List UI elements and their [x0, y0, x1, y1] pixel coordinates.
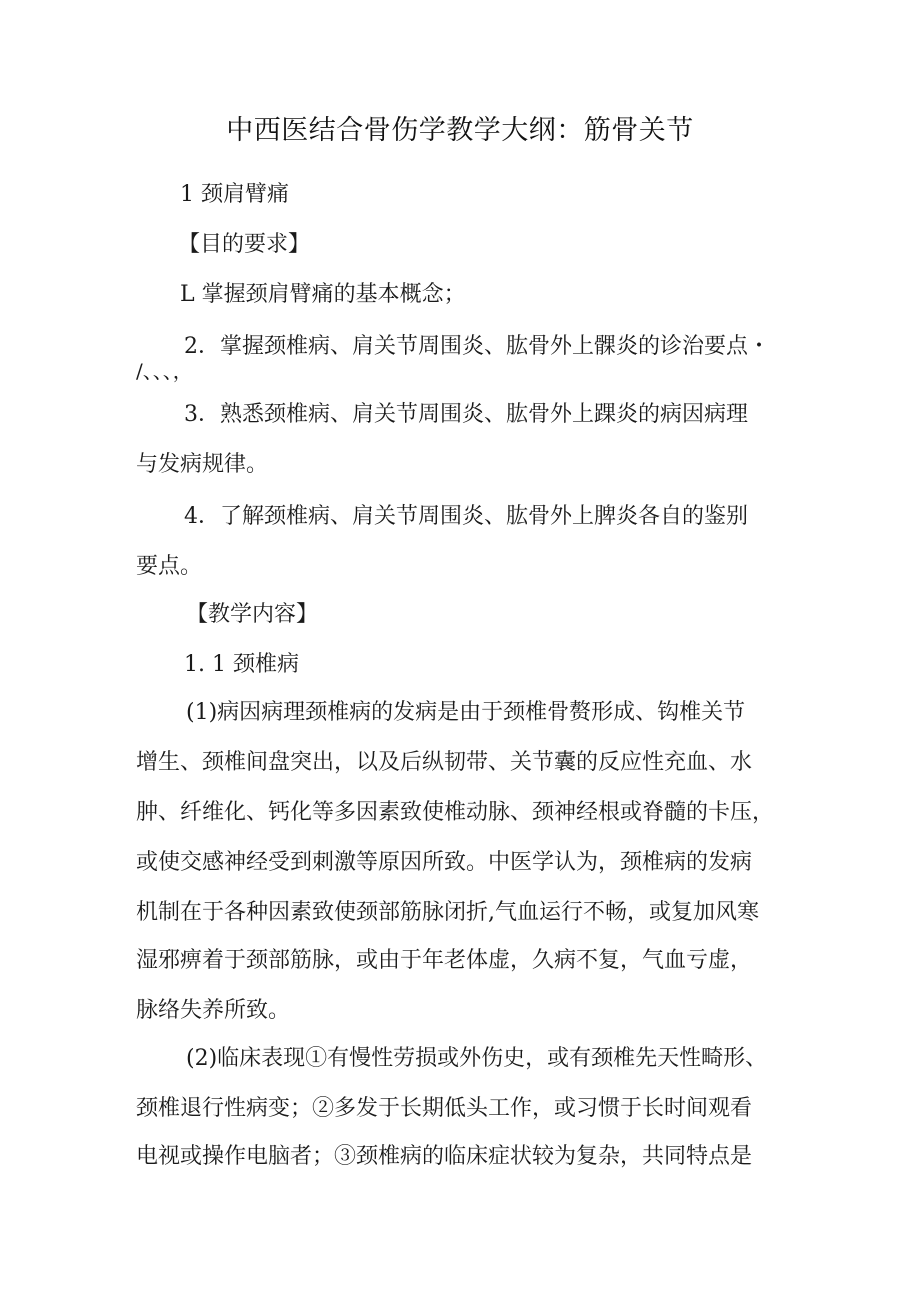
paragraph-line: 3．熟悉颈椎病、肩关节周围炎、肱骨外上踝炎的病因病理 [184, 402, 748, 427]
section-heading: 1 颈肩臂痛 [180, 182, 289, 207]
paragraph-line: 与发病规律。 [136, 452, 269, 477]
subsection-heading: 【目的要求】 [178, 232, 311, 257]
subsection-heading: 【教学内容】 [186, 602, 319, 627]
paragraph-line: 4．了解颈椎病、肩关节周围炎、肱骨外上脾炎各自的鉴别 [184, 504, 748, 529]
paragraph-line: 2．掌握颈椎病、肩关节周围炎、肱骨外上髁炎的诊治要点・ [184, 334, 770, 359]
paragraph-line: 肿、纤维化、钙化等多因素致使椎动脉、颈神经根或脊髓的卡压， [136, 800, 775, 825]
paragraph-line: (2)临床表现①有慢性劳损或外伤史，或有颈椎先天性畸形、 [186, 1046, 768, 1071]
paragraph-line: /、、、， [136, 359, 193, 383]
paragraph-line: (1)病因病理颈椎病的发病是由于颈椎骨赘形成、钩椎关节 [186, 700, 746, 725]
paragraph-line: 要点。 [136, 554, 203, 579]
paragraph-line: 增生、颈椎间盘突出，以及后纵韧带、关节囊的反应性充血、水 [136, 750, 753, 775]
paragraph-line: L 掌握颈肩臂痛的基本概念； [180, 282, 466, 307]
paragraph-line: 颈椎退行性病变；②多发于长期低头工作，或习惯于长时间观看 [136, 1096, 753, 1121]
paragraph-line: 脉络失养所致。 [136, 998, 291, 1023]
paragraph-line: 机制在于各种因素致使颈部筋脉闭折,气血运行不畅，或复加风寒 [136, 900, 759, 925]
section-heading: 1. 1 颈椎病 [184, 652, 299, 677]
paragraph-line: 湿邪痹着于颈部筋脉，或由于年老体虚，久病不复，气血亏虚， [136, 948, 753, 973]
document-title: 中西医结合骨伤学教学大纲：筋骨关节 [226, 115, 694, 146]
paragraph-line: 或使交感神经受到刺激等原因所致。中医学认为，颈椎病的发病 [136, 850, 753, 875]
paragraph-line: 电视或操作电脑者；③颈椎病的临床症状较为复杂，共同特点是 [136, 1144, 753, 1169]
